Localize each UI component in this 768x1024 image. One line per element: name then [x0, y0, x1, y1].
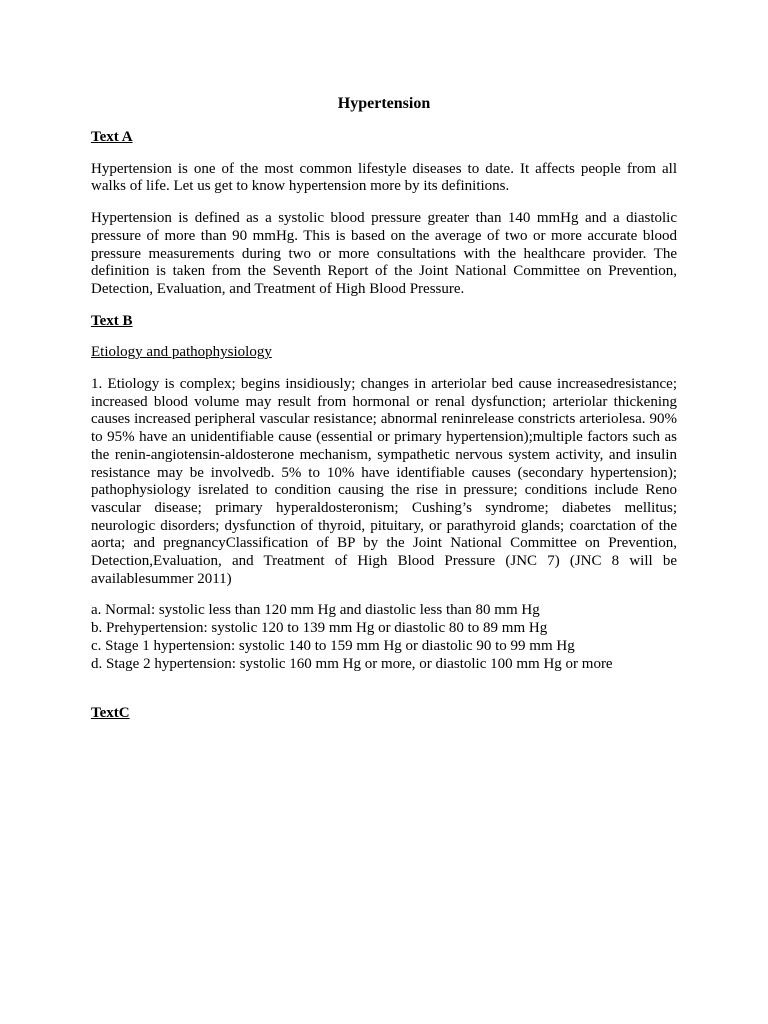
text-b-subheading: Etiology and pathophysiology — [91, 344, 272, 361]
text-b-paragraph: 1. Etiology is complex; begins insidiously; changes in arteriolar bed cause increasedresistance; increased blood volume may result from hormonal or renal dysfunction; arteriolar thickening causes increased peripheral vascular resistance; abnormal reninrelease constricts arteriolesa. 90% to 95% have an unidentifiable cause (essential or primary hypertension);multiple factors such as the renin-angiotensin-aldosterone mechanism, sympathetic nervous system activity, and insulin resistance may be involvedb. 5% to 10% have identifiable causes (secondary hypertension); pathophysiology isrelated to condition causing the rise in pressure; conditions include Reno vascular disease; primary hyperaldosteronism; Cushing’s syndrome; diabetes mellitus; neurologic disorders; dysfunction of thyroid, pituitary, or parathyroid glands; coarctation of the aorta; and pregnancyClassification of BP by the Joint National Committee on Prevention, Detection,Evaluation, and Treatment of High Blood Pressure (JNC 7) (JNC 8 will be availablesummer 2011) — [91, 376, 677, 587]
document-content — [91, 94, 677, 723]
section-heading-text-b: Text B — [91, 312, 133, 329]
list-item-normal: a. Normal: systolic less than 120 mm Hg and diastolic less than 80 mm Hg — [91, 602, 540, 619]
document-title: Hypertension — [337, 95, 431, 112]
text-a-paragraph-2: Hypertension is defined as a systolic blood pressure greater than 140 mmHg and a diastolic pressure of more than 90 mmHg. This is based on the average of two or more accurate blood pressure measurements during two or more consultations with the healthcare provider. The definition is taken from the Seventh Report of the Joint National Committee on Prevention, Detection, Evaluation, and Treatment of High Blood Pressure. — [91, 210, 677, 297]
bp-classification-list — [91, 602, 677, 673]
text-a-paragraph-1: Hypertension is one of the most common lifestyle diseases to date. It affects people from all walks of life. Let us get to know hypertension more by its definitions. — [91, 160, 677, 195]
list-item-prehypertension: b. Prehypertension: systolic 120 to 139 mm Hg or diastolic 80 to 89 mm Hg — [91, 620, 548, 637]
section-heading-text-a: Text A — [91, 129, 133, 145]
list-item-stage-2: d. Stage 2 hypertension: systolic 160 mm Hg or more, or diastolic 100 mm Hg or more — [91, 655, 613, 672]
section-heading-text-c: TextC — [91, 705, 130, 722]
list-item-stage-1: c. Stage 1 hypertension: systolic 140 to 159 mm Hg or diastolic 90 to 99 mm Hg — [91, 637, 575, 654]
